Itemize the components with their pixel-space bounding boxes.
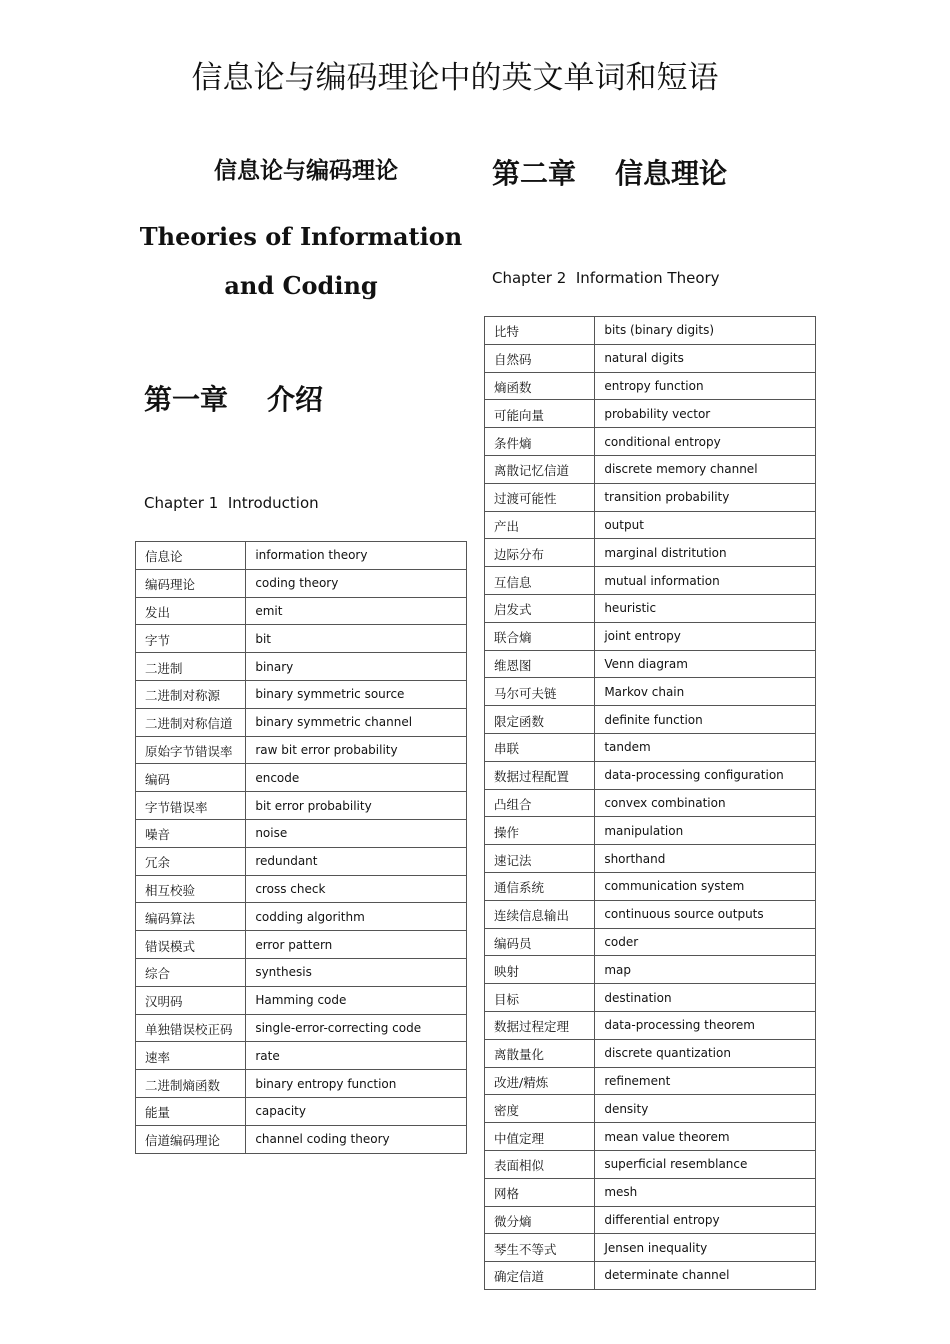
term-english: map: [595, 956, 816, 984]
chapter-2-heading-chinese: 第二章 信息理论: [492, 157, 727, 190]
term-chinese: 维恩图: [485, 650, 595, 678]
table-row: [136, 736, 467, 764]
table-row: [485, 1123, 816, 1151]
book-title-english-line-2: and Coding: [224, 271, 378, 300]
term-chinese: 编码算法: [136, 903, 246, 931]
term-chinese: 发出: [136, 597, 246, 625]
term-english: convex combination: [595, 789, 816, 817]
term-chinese: 单独错误校正码: [136, 1014, 246, 1042]
term-english: Venn diagram: [595, 650, 816, 678]
term-chinese: 原始字节错误率: [136, 736, 246, 764]
term-english: discrete quantization: [595, 1039, 816, 1067]
term-english: bits (binary digits): [595, 317, 816, 345]
table-row: [485, 483, 816, 511]
term-chinese: 联合熵: [485, 622, 595, 650]
term-chinese: 冗余: [136, 847, 246, 875]
term-english: output: [595, 511, 816, 539]
term-chinese: 二进制熵函数: [136, 1070, 246, 1098]
book-title-chinese: 信息论与编码理论: [214, 157, 398, 184]
table-row: [136, 1014, 467, 1042]
term-english: binary entropy function: [246, 1070, 467, 1098]
term-chinese: 数据过程配置: [485, 761, 595, 789]
table-row: [485, 539, 816, 567]
chapter-2-vocabulary-table: [484, 316, 816, 1290]
table-row: [136, 653, 467, 681]
term-english: information theory: [246, 542, 467, 570]
table-row: [485, 400, 816, 428]
term-chinese: 信道编码理论: [136, 1125, 246, 1153]
term-chinese: 编码理论: [136, 569, 246, 597]
term-english: Markov chain: [595, 678, 816, 706]
term-chinese: 离散记忆信道: [485, 455, 595, 483]
table-row: [485, 650, 816, 678]
term-english: continuous source outputs: [595, 900, 816, 928]
term-english: raw bit error probability: [246, 736, 467, 764]
table-row: [485, 928, 816, 956]
term-english: noise: [246, 819, 467, 847]
term-chinese: 限定函数: [485, 706, 595, 734]
term-english: superficial resemblance: [595, 1150, 816, 1178]
term-english: conditional entropy: [595, 428, 816, 456]
term-chinese: 错误模式: [136, 931, 246, 959]
term-chinese: 综合: [136, 958, 246, 986]
table-row: [485, 984, 816, 1012]
term-english: codding algorithm: [246, 903, 467, 931]
term-chinese: 二进制对称信道: [136, 708, 246, 736]
term-chinese: 凸组合: [485, 789, 595, 817]
term-chinese: 中值定理: [485, 1123, 595, 1151]
table-row: [136, 542, 467, 570]
term-english: Jensen inequality: [595, 1234, 816, 1262]
table-row: [485, 372, 816, 400]
term-chinese: 确定信道: [485, 1262, 595, 1290]
term-chinese: 比特: [485, 317, 595, 345]
term-english: differential entropy: [595, 1206, 816, 1234]
term-chinese: 编码: [136, 764, 246, 792]
table-row: [485, 900, 816, 928]
table-row: [485, 1150, 816, 1178]
table-row: [485, 956, 816, 984]
term-english: error pattern: [246, 931, 467, 959]
table-row: [485, 817, 816, 845]
table-row: [485, 567, 816, 595]
table-row: [136, 708, 467, 736]
term-english: data-processing configuration: [595, 761, 816, 789]
term-english: heuristic: [595, 594, 816, 622]
term-chinese: 表面相似: [485, 1150, 595, 1178]
term-english: tandem: [595, 733, 816, 761]
term-english: binary symmetric channel: [246, 708, 467, 736]
term-english: coder: [595, 928, 816, 956]
term-chinese: 可能向量: [485, 400, 595, 428]
table-row: [485, 1234, 816, 1262]
term-english: synthesis: [246, 958, 467, 986]
table-row: [136, 680, 467, 708]
table-row: [485, 594, 816, 622]
term-english: binary: [246, 653, 467, 681]
table-row: [485, 761, 816, 789]
term-english: probability vector: [595, 400, 816, 428]
term-chinese: 微分熵: [485, 1206, 595, 1234]
table-row: [136, 764, 467, 792]
table-row: [136, 569, 467, 597]
term-chinese: 速率: [136, 1042, 246, 1070]
term-english: mean value theorem: [595, 1123, 816, 1151]
chapter-2-heading-english: Chapter 2 Information Theory: [492, 269, 720, 287]
term-english: Hamming code: [246, 986, 467, 1014]
term-english: cross check: [246, 875, 467, 903]
term-chinese: 相互校验: [136, 875, 246, 903]
table-row: [136, 875, 467, 903]
term-chinese: 数据过程定理: [485, 1011, 595, 1039]
term-chinese: 目标: [485, 984, 595, 1012]
table-row: [136, 847, 467, 875]
term-chinese: 通信系统: [485, 872, 595, 900]
term-english: shorthand: [595, 845, 816, 873]
table-row: [485, 1039, 816, 1067]
term-english: encode: [246, 764, 467, 792]
table-row: [485, 789, 816, 817]
table-row: [485, 511, 816, 539]
term-english: definite function: [595, 706, 816, 734]
chapter-1-heading-chinese: 第一章 介绍: [144, 383, 323, 416]
term-chinese: 自然码: [485, 344, 595, 372]
term-english: bit error probability: [246, 792, 467, 820]
table-row: [136, 1125, 467, 1153]
table-row: [485, 1262, 816, 1290]
term-chinese: 串联: [485, 733, 595, 761]
table-row: [136, 792, 467, 820]
table-row: [485, 1206, 816, 1234]
term-english: single-error-correcting code: [246, 1014, 467, 1042]
term-chinese: 汉明码: [136, 986, 246, 1014]
book-title-english-line-1: Theories of Information: [139, 222, 463, 251]
table-row: [136, 1042, 467, 1070]
table-row: [485, 1095, 816, 1123]
term-chinese: 连续信息输出: [485, 900, 595, 928]
term-chinese: 编码员: [485, 928, 595, 956]
table-row: [485, 678, 816, 706]
table-row: [485, 733, 816, 761]
term-english: marginal distritution: [595, 539, 816, 567]
term-chinese: 能量: [136, 1097, 246, 1125]
table-row: [136, 903, 467, 931]
table-row: [136, 819, 467, 847]
table-row: [136, 625, 467, 653]
term-english: entropy function: [595, 372, 816, 400]
term-english: channel coding theory: [246, 1125, 467, 1153]
term-chinese: 信息论: [136, 542, 246, 570]
term-english: mutual information: [595, 567, 816, 595]
term-chinese: 互信息: [485, 567, 595, 595]
term-english: discrete memory channel: [595, 455, 816, 483]
term-chinese: 二进制对称源: [136, 680, 246, 708]
table-row: [485, 622, 816, 650]
term-english: transition probability: [595, 483, 816, 511]
table-row: [485, 428, 816, 456]
term-english: joint entropy: [595, 622, 816, 650]
term-chinese: 琴生不等式: [485, 1234, 595, 1262]
term-chinese: 映射: [485, 956, 595, 984]
term-english: data-processing theorem: [595, 1011, 816, 1039]
term-chinese: 熵函数: [485, 372, 595, 400]
term-chinese: 边际分布: [485, 539, 595, 567]
term-english: coding theory: [246, 569, 467, 597]
table-row: [485, 872, 816, 900]
term-english: determinate channel: [595, 1262, 816, 1290]
term-chinese: 过渡可能性: [485, 483, 595, 511]
term-chinese: 条件熵: [485, 428, 595, 456]
term-chinese: 字节错误率: [136, 792, 246, 820]
term-english: communication system: [595, 872, 816, 900]
term-english: natural digits: [595, 344, 816, 372]
table-row: [485, 1067, 816, 1095]
term-english: refinement: [595, 1067, 816, 1095]
table-row: [136, 986, 467, 1014]
term-english: redundant: [246, 847, 467, 875]
term-english: density: [595, 1095, 816, 1123]
table-row: [485, 317, 816, 345]
term-chinese: 速记法: [485, 845, 595, 873]
term-chinese: 噪音: [136, 819, 246, 847]
table-row: [485, 455, 816, 483]
chapter-1-heading-english: Chapter 1 Introduction: [144, 494, 319, 512]
term-chinese: 密度: [485, 1095, 595, 1123]
term-chinese: 网格: [485, 1178, 595, 1206]
term-chinese: 离散量化: [485, 1039, 595, 1067]
term-chinese: 马尔可夫链: [485, 678, 595, 706]
table-row: [485, 845, 816, 873]
table-row: [485, 706, 816, 734]
term-chinese: 字节: [136, 625, 246, 653]
term-english: manipulation: [595, 817, 816, 845]
term-english: destination: [595, 984, 816, 1012]
term-english: emit: [246, 597, 467, 625]
term-english: rate: [246, 1042, 467, 1070]
table-row: [136, 958, 467, 986]
table-row: [485, 1178, 816, 1206]
term-chinese: 产出: [485, 511, 595, 539]
term-chinese: 操作: [485, 817, 595, 845]
term-english: bit: [246, 625, 467, 653]
term-english: mesh: [595, 1178, 816, 1206]
table-row: [136, 597, 467, 625]
term-chinese: 二进制: [136, 653, 246, 681]
table-row: [136, 931, 467, 959]
term-chinese: 改进/精炼: [485, 1067, 595, 1095]
table-row: [485, 1011, 816, 1039]
document-title: 信息论与编码理论中的英文单词和短语: [191, 60, 719, 96]
table-row: [485, 344, 816, 372]
term-chinese: 启发式: [485, 594, 595, 622]
table-row: [136, 1097, 467, 1125]
term-english: binary symmetric source: [246, 680, 467, 708]
chapter-1-vocabulary-table: [135, 541, 467, 1154]
term-english: capacity: [246, 1097, 467, 1125]
table-row: [136, 1070, 467, 1098]
